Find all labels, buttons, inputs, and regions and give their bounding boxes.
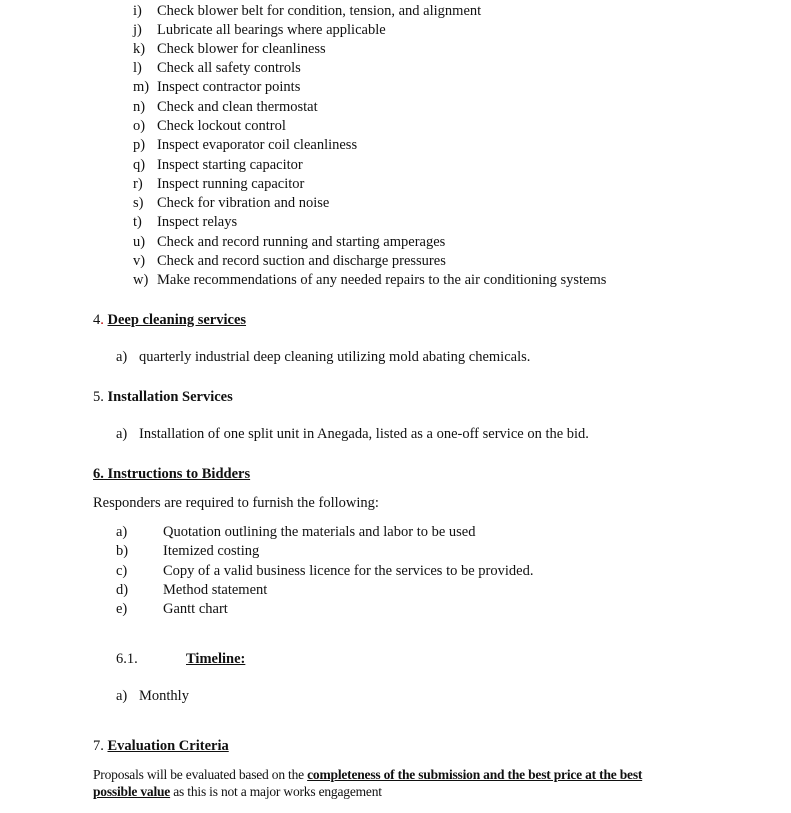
list-label: v) [133, 253, 146, 269]
list-text: Inspect relays [157, 214, 238, 230]
list-item [133, 156, 303, 174]
list-label: i) [133, 3, 142, 19]
paragraph-emphasis: completeness of the submission and the best price at the best [307, 767, 643, 782]
list-label: p) [133, 137, 146, 153]
subsection-title: Timeline: [186, 651, 246, 667]
list-text: Check all safety controls [157, 60, 301, 76]
list-text: Method statement [163, 582, 268, 598]
list-text: Check blower belt for condition, tension, and alignment [157, 3, 482, 19]
list-item [133, 40, 326, 58]
list-item [116, 687, 189, 705]
list-text: Check blower for cleanliness [157, 41, 326, 57]
list-text: Copy of a valid business licence for the services to be provided. [163, 563, 534, 579]
list-text: Check and record suction and discharge pressures [157, 253, 446, 269]
list-label: o) [133, 118, 146, 134]
list-item [133, 233, 445, 251]
section-6-intro: Responders are required to furnish the following: [93, 495, 379, 511]
paragraph-text: as this is not a major works engagement [170, 784, 382, 799]
section-5-heading [93, 388, 233, 406]
list-text: Quotation outlining the materials and labor to be used [163, 524, 476, 540]
list-text: Lubricate all bearings where applicable [157, 22, 386, 38]
list-label: u) [133, 234, 146, 250]
section-number: 4 [93, 312, 101, 328]
evaluation-paragraph-line-2 [93, 783, 382, 801]
list-item [133, 2, 481, 20]
list-text: Installation of one split unit in Anegada, listed as a one-off service on the bid. [139, 426, 589, 442]
section-title: Evaluation Criteria [107, 738, 229, 754]
list-item [116, 348, 530, 366]
list-item [133, 98, 318, 116]
list-text: Itemized costing [163, 543, 260, 559]
list-item [133, 136, 357, 154]
list-text: Check and clean thermostat [157, 99, 318, 115]
list-label: a) [116, 426, 128, 442]
list-text: Monthly [139, 688, 189, 704]
list-item [133, 252, 446, 270]
subsection-6-1-heading [116, 650, 245, 668]
list-label: a) [116, 524, 128, 540]
list-label: l) [133, 60, 142, 76]
list-text: Check and record running and starting amperages [157, 234, 446, 250]
subsection-number: 6.1. [116, 651, 138, 667]
section-title: Deep cleaning services [107, 312, 247, 328]
list-item [133, 78, 300, 96]
section-number-dot: . [100, 312, 104, 328]
list-text: Check for vibration and noise [157, 195, 330, 211]
list-item [133, 271, 606, 289]
list-label: m) [133, 79, 150, 95]
list-label: e) [116, 601, 128, 617]
section-title: Installation Services [107, 389, 233, 405]
list-item [116, 600, 228, 618]
list-text: Inspect contractor points [157, 79, 301, 95]
list-text: quarterly industrial deep cleaning utilizing mold abating chemicals. [139, 349, 531, 365]
list-text: Inspect evaporator coil cleanliness [157, 137, 358, 153]
list-label: r) [133, 176, 143, 192]
list-item [116, 523, 476, 541]
list-item [133, 59, 301, 77]
list-label: q) [133, 157, 146, 173]
list-label: k) [133, 41, 146, 57]
section-4-heading [93, 311, 246, 329]
list-text: Inspect starting capacitor [157, 157, 303, 173]
list-label: b) [116, 543, 129, 559]
list-label: w) [133, 272, 149, 288]
list-label: c) [116, 563, 128, 579]
section-6-heading: 6. Instructions to Bidders [93, 466, 251, 482]
list-item [133, 175, 304, 193]
list-label: j) [133, 22, 142, 38]
list-label: d) [116, 582, 129, 598]
list-item [133, 213, 237, 231]
list-label: s) [133, 195, 144, 211]
list-text: Gantt chart [163, 601, 228, 617]
list-label: a) [116, 349, 128, 365]
paragraph-text: Proposals will be evaluated based on the [93, 767, 308, 782]
list-text: Inspect running capacitor [157, 176, 305, 192]
list-text: Check lockout control [157, 118, 286, 134]
list-item [133, 117, 286, 135]
list-item [133, 21, 386, 39]
list-text: Make recommendations of any needed repairs to the air conditioning systems [157, 272, 607, 288]
list-item [133, 194, 329, 212]
list-label: t) [133, 214, 142, 230]
list-item [116, 425, 589, 443]
list-label: a) [116, 688, 128, 704]
section-7-heading [93, 737, 229, 755]
list-label: n) [133, 99, 146, 115]
section-number: 7. [93, 738, 108, 754]
list-item [116, 542, 259, 560]
paragraph-emphasis: possible value [93, 784, 171, 799]
list-item [116, 581, 267, 599]
section-number: 5. [93, 389, 108, 405]
evaluation-paragraph-line-1 [93, 766, 642, 784]
list-item [116, 562, 533, 580]
